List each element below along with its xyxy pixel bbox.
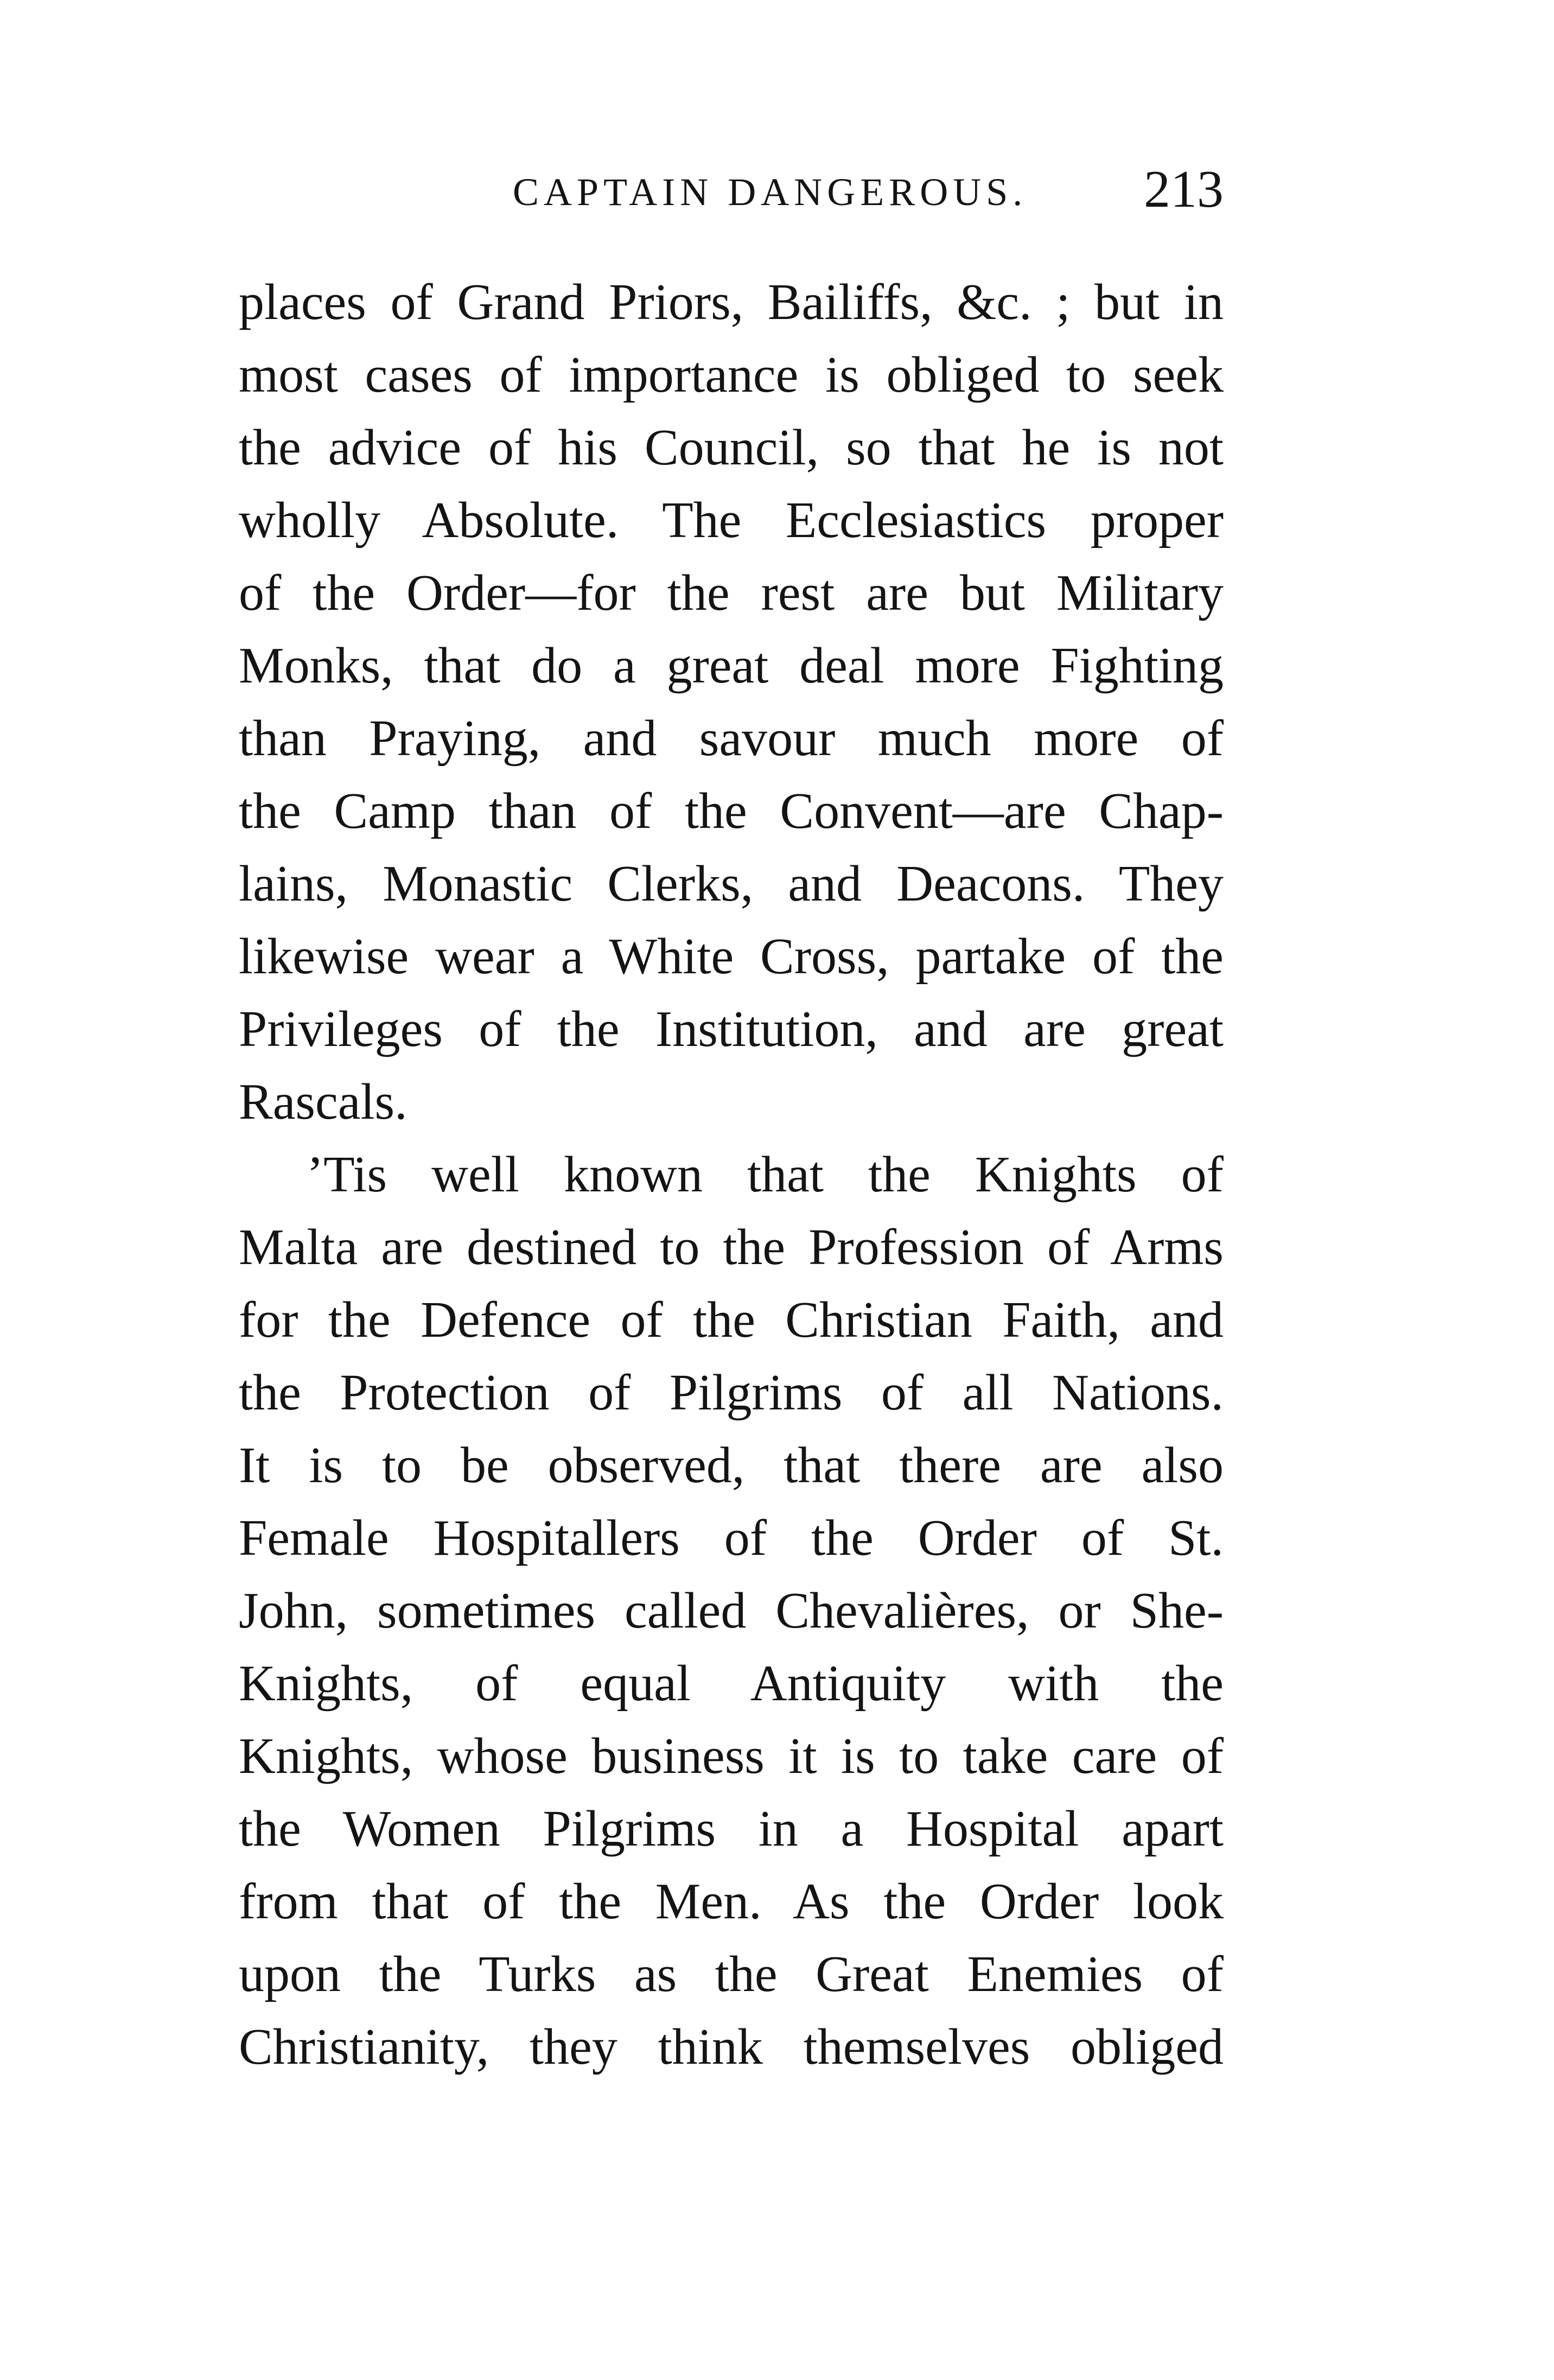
text-line: for the Defence of the Christian Faith, and — [239, 1292, 1224, 1348]
text-line: the Women Pilgrims in a Hospital apart — [239, 1801, 1224, 1857]
page-number: 213 — [1144, 160, 1224, 219]
text-line: Christianity, they think themselves obliged — [239, 2019, 1224, 2075]
text-line: the advice of his Council, so that he is not — [239, 419, 1224, 476]
text-line: than Praying, and savour much more of — [239, 710, 1224, 767]
text-line: the Protection of Pilgrims of all Nations. — [239, 1364, 1224, 1421]
text-line: Privileges of the Institution, and are great — [239, 1001, 1224, 1057]
text-line: ’Tis well known that the Knights of — [307, 1146, 1224, 1203]
text-line: the Camp than of the Convent—are Chap- — [239, 783, 1224, 839]
text-line: Knights, whose business it is to take care of — [239, 1728, 1224, 1784]
paragraph-1 — [239, 266, 1224, 1138]
text-line: wholly Absolute. The Ecclesiastics proper — [239, 492, 1224, 548]
text-line: places of Grand Priors, Bailiffs, &c. ; but in — [239, 274, 1224, 330]
text-line: Female Hospitallers of the Order of St. — [239, 1510, 1224, 1566]
text-line: Rascals. — [239, 1074, 407, 1130]
text-line: Malta are destined to the Profession of Arms — [239, 1219, 1224, 1275]
paragraph-2 — [239, 1138, 1224, 2083]
text-line: It is to be observed, that there are also — [239, 1437, 1224, 1494]
text-line: from that of the Men. As the Order look — [239, 1873, 1224, 1930]
text-line: most cases of importance is obliged to seek — [239, 347, 1224, 403]
text-line: Monks, that do a great deal more Fighting — [239, 637, 1224, 694]
running-title: CAPTAIN DANGEROUS. — [513, 170, 1028, 214]
text-line: upon the Turks as the Great Enemies of — [239, 1946, 1224, 2002]
body-text — [239, 266, 1224, 2083]
text-line: Knights, of equal Antiquity with the — [239, 1655, 1224, 1712]
text-line: likewise wear a White Cross, partake of the — [239, 928, 1224, 985]
page-header — [239, 160, 1224, 228]
text-line: John, sometimes called Chevalières, or She- — [239, 1583, 1224, 1639]
text-line: lains, Monastic Clerks, and Deacons. They — [239, 856, 1224, 912]
text-line: of the Order—for the rest are but Military — [239, 565, 1224, 621]
